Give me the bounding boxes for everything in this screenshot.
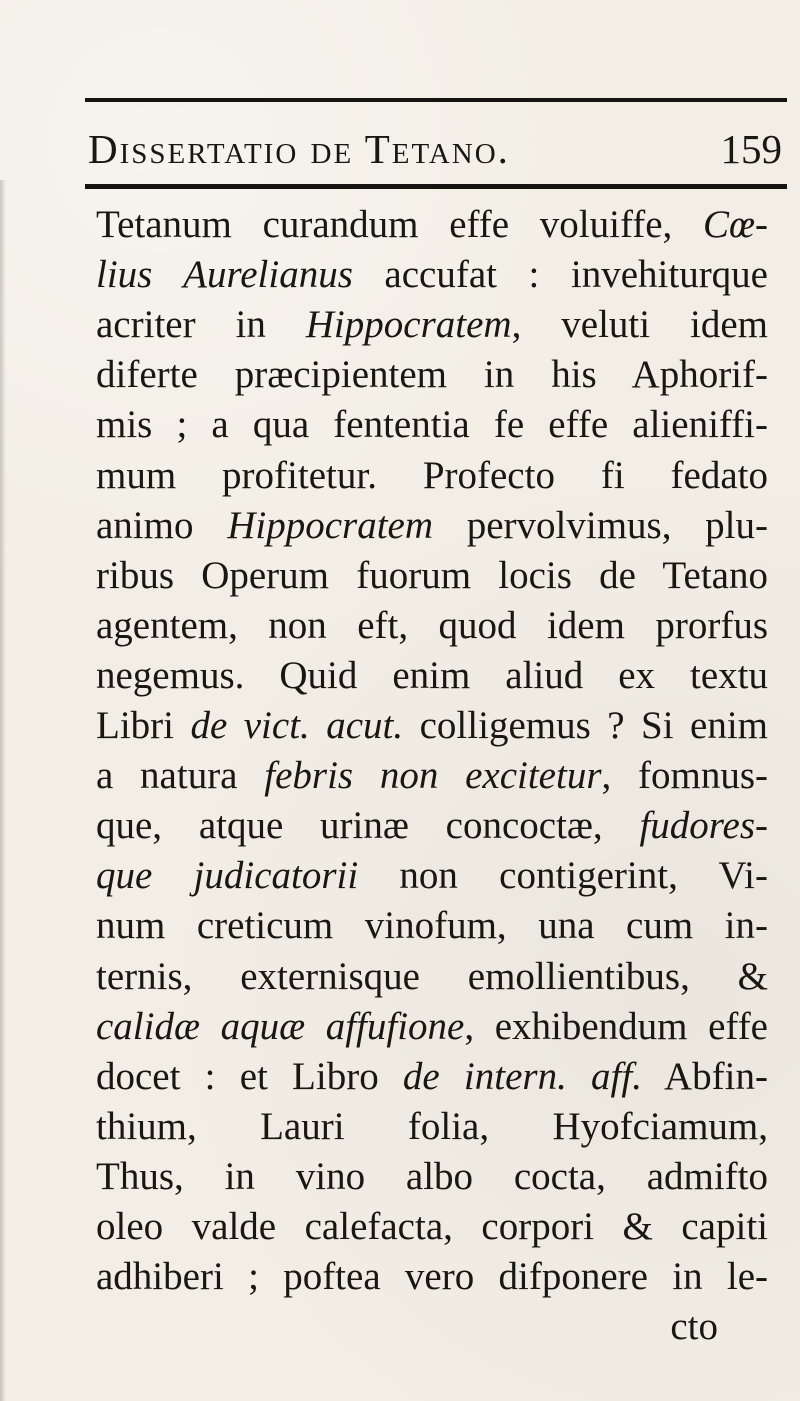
text-segment: mum profitetur. Profecto fi fedato — [96, 453, 768, 497]
running-head — [88, 125, 782, 173]
text-segment: ternis, externisque emollientibus, & — [96, 954, 768, 998]
italic-text: calidæ aquæ affufione — [96, 1004, 465, 1048]
text-segment: que, atque urinæ concoctæ, — [96, 804, 640, 848]
header-rule — [85, 184, 787, 189]
italic-text: lius Aurelianus — [96, 253, 353, 297]
text-segment: diferte præcipientem in his Aphorif- — [96, 353, 768, 397]
text-segment: , exhibendum effe — [464, 1004, 768, 1048]
text-segment: a natura — [96, 754, 265, 798]
text-segment: agentem, non eft, quod idem prorfus — [96, 603, 768, 647]
text-segment: ribus Operum fuorum locis de Tetano — [96, 553, 768, 597]
italic-text: Hippocratem — [227, 503, 434, 547]
italic-text: Hippocratem — [305, 303, 512, 347]
text-segment: num creticum vinofum, una cum in- — [96, 904, 768, 948]
italic-text: de vict. acut. — [190, 704, 404, 747]
text-segment: Tetanum curandum effe voluiffe, — [96, 203, 703, 246]
italic-text: fudores- — [639, 804, 768, 848]
top-rule — [85, 98, 787, 102]
text-segment: acriter in — [96, 303, 306, 347]
text-line — [96, 1298, 768, 1356]
page-number: 159 — [720, 126, 782, 172]
text-segment: accufat : invehiturque — [352, 253, 768, 297]
text-segment: docet : et Libro — [96, 1054, 403, 1098]
text-segment: colligemus ? Si enim — [403, 704, 768, 747]
text-segment: adhiberi ; poftea vero difponere in le- — [96, 1255, 768, 1299]
text-segment: negemus. Quid enim aliud ex textu — [96, 653, 768, 697]
italic-text: febris non excitetur — [264, 754, 602, 798]
text-segment: Thus, in vino albo cocta, admifto — [96, 1154, 768, 1198]
text-segment: thium, Lauri folia, Hyofciamum, — [96, 1104, 768, 1148]
italic-text: Cœ- — [702, 203, 768, 246]
text-segment: cto — [670, 1305, 718, 1349]
text-segment: oleo valde calefacta, corpori & capiti — [96, 1205, 768, 1248]
page-edge-shadow — [0, 180, 6, 1401]
italic-text: que judicatorii — [96, 854, 359, 898]
text-segment: , veluti idem — [511, 303, 768, 347]
text-segment: mis ; a qua fententia fe effe alieniffi- — [96, 403, 768, 447]
running-head-title: Dissertatio de Tetano. — [88, 126, 510, 172]
italic-text: de intern. aff. — [402, 1054, 642, 1098]
text-segment: animo — [96, 503, 228, 547]
text-segment: Libri — [96, 704, 191, 747]
text-segment: , fomnus- — [601, 754, 768, 798]
text-segment: non contigerint, Vi- — [358, 854, 768, 898]
text-segment: pervolvimus, plu- — [433, 503, 768, 547]
text-segment: Abfin- — [641, 1054, 768, 1098]
